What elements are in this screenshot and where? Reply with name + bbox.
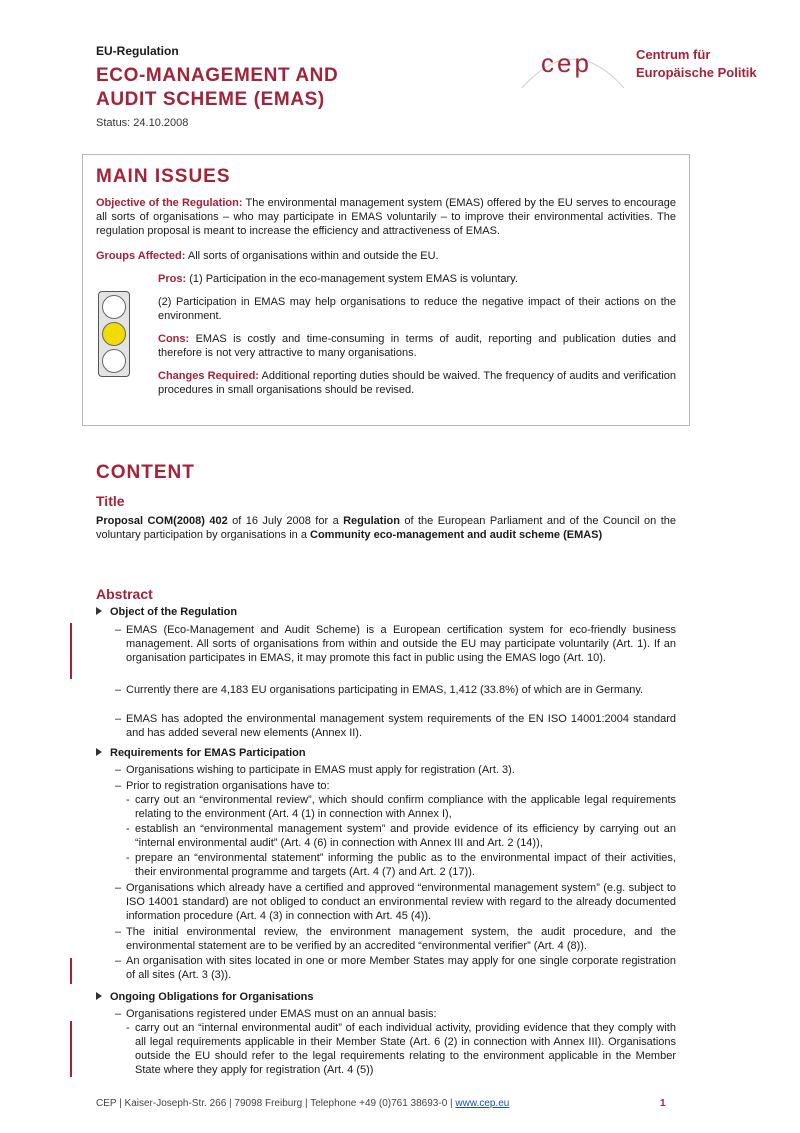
list-item: – Prior to registration organisations have to: <box>115 780 330 792</box>
title-paragraph: Proposal COM(2008) 402 of 16 July 2008 for a Regulation of the European Parliament and of the Council on the voluntary participation by organisations in a Community eco-management and audit scheme (EMAS) <box>96 515 676 541</box>
title-heading: Title <box>96 493 125 509</box>
triangle-bullet-icon <box>96 748 102 756</box>
groups-affected-paragraph: Groups Affected: All sorts of organisations within and outside the EU. <box>96 250 439 262</box>
content-heading: CONTENT <box>96 462 195 483</box>
margin-change-bar <box>70 623 72 679</box>
sub-list-item: - establish an “environmental management system” and provide evidence of its efficiency by carrying out an “internal environmental audit” (Art. 4 (6) in connection with Annex III and Art. 2 (14)), <box>126 823 676 849</box>
list-item: – EMAS (Eco-Management and Audit Scheme) is a European certification system for eco-friendly business management. All sorts of organisations from within and outside the EU may participate voluntarily (Art. 1). If an organisation participates in EMAS, it may promote this fact in public using the EMAS logo (Art. 10). <box>115 624 676 664</box>
cons-paragraph: Cons: EMAS is costly and time-consuming in terms of audit, reporting and publication duties and therefore is not very attractive to many organisations. <box>158 333 676 359</box>
list-item: – Organisations registered under EMAS must on an annual basis: <box>115 1008 437 1020</box>
main-issues-heading: MAIN ISSUES <box>96 166 231 187</box>
status-date: Status: 24.10.2008 <box>96 117 189 129</box>
traffic-light-bottom-lamp <box>102 349 126 373</box>
footer-website-link[interactable]: www.cep.eu <box>455 1098 510 1109</box>
abstract-heading: Abstract <box>96 586 153 602</box>
triangle-bullet-icon <box>96 992 102 1000</box>
triangle-bullet-icon <box>96 607 102 615</box>
traffic-light-top-lamp <box>102 295 126 319</box>
sub-list-item: - carry out an “environmental review”, which should confirm compliance with the applicable legal requirements relating to the environment (Art. 4 (1) in connection with Annex I), <box>126 794 676 820</box>
footer-address: CEP | Kaiser-Joseph-Str. 266 | 79098 Freiburg | Telephone +49 (0)761 38693-0 | www.cep.eu <box>96 1098 510 1109</box>
pros-2-paragraph: (2) Participation in EMAS may help organisations to reduce the negative impact of their actions on the environment. <box>158 296 676 322</box>
list-item: – Organisations which already have a certified and approved “environmental management system” (e.g. subject to ISO 14001 standard) are not obliged to conduct an environmental review with regard to the already documented information procedure (Art. 4 (3) in connection with Art. 45 (4)). <box>115 882 676 922</box>
list-item: – The initial environmental review, the environment management system, the audit procedure, and the environmental statement are to be verified by an accredited “environmental verifier” (Art. 4 (8)). <box>115 926 676 952</box>
list-item: – An organisation with sites located in one or more Member States may apply for one single corporate registration of all sites (Art. 3 (3)). <box>115 955 676 981</box>
margin-change-bar <box>70 958 72 984</box>
page-number: 1 <box>660 1098 666 1109</box>
sub-list-item: - prepare an “environmental statement” informing the public as to the environmental impact of their activities, their environmental programme and targets (Art. 4 (7) and Art. 2 (17)). <box>126 852 676 878</box>
document-kicker: EU-Regulation <box>96 44 179 58</box>
list-item: – Currently there are 4,183 EU organisations participating in EMAS, 1,412 (33.8%) of which are in Germany. <box>115 684 644 696</box>
pros-paragraph: Pros: (1) Participation in the eco-management system EMAS is voluntary. <box>158 273 518 285</box>
traffic-light-icon <box>98 291 130 377</box>
cep-logo-name: Centrum für Europäische Politik <box>636 47 757 80</box>
section-obligations-title: Ongoing Obligations for Organisations <box>96 991 314 1003</box>
section-object-title: Object of the Regulation <box>96 606 237 618</box>
document-title: ECO-MANAGEMENT AND AUDIT SCHEME (EMAS) <box>96 65 339 110</box>
changes-required-paragraph: Changes Required: Additional reporting duties should be waived. The frequency of audits and verification procedures in small organisations should be revised. <box>158 370 676 396</box>
list-item: – EMAS has adopted the environmental management system requirements of the EN ISO 14001:2004 standard and has added several new elements (Annex II). <box>115 713 676 739</box>
list-item: – Organisations wishing to participate in EMAS must apply for registration (Art. 3). <box>115 764 515 776</box>
margin-change-bar <box>70 1021 72 1077</box>
objective-paragraph: Objective of the Regulation: The environmental management system (EMAS) offered by the EU serves to encourage all sorts of organisations – who may participate in EMAS voluntarily – to improve their environmental activities. The regulation proposal is meant to increase the efficiency and attractiveness of EMAS. <box>96 197 676 237</box>
sub-list-item: - carry out an “internal environmental audit” of each individual activity, providing evidence that they comply with all legal requirements applicable in their Member State (Art. 6 (2) in connection with Annex III). Organisations outside the EU should refer to the legal requirements relating to the environment applicable in the Member State where they apply for registration (Art. 4 (5)) <box>126 1022 676 1076</box>
cep-logo: cep <box>541 48 592 78</box>
traffic-light-middle-lamp <box>102 322 126 346</box>
section-requirements-title: Requirements for EMAS Participation <box>96 747 306 759</box>
